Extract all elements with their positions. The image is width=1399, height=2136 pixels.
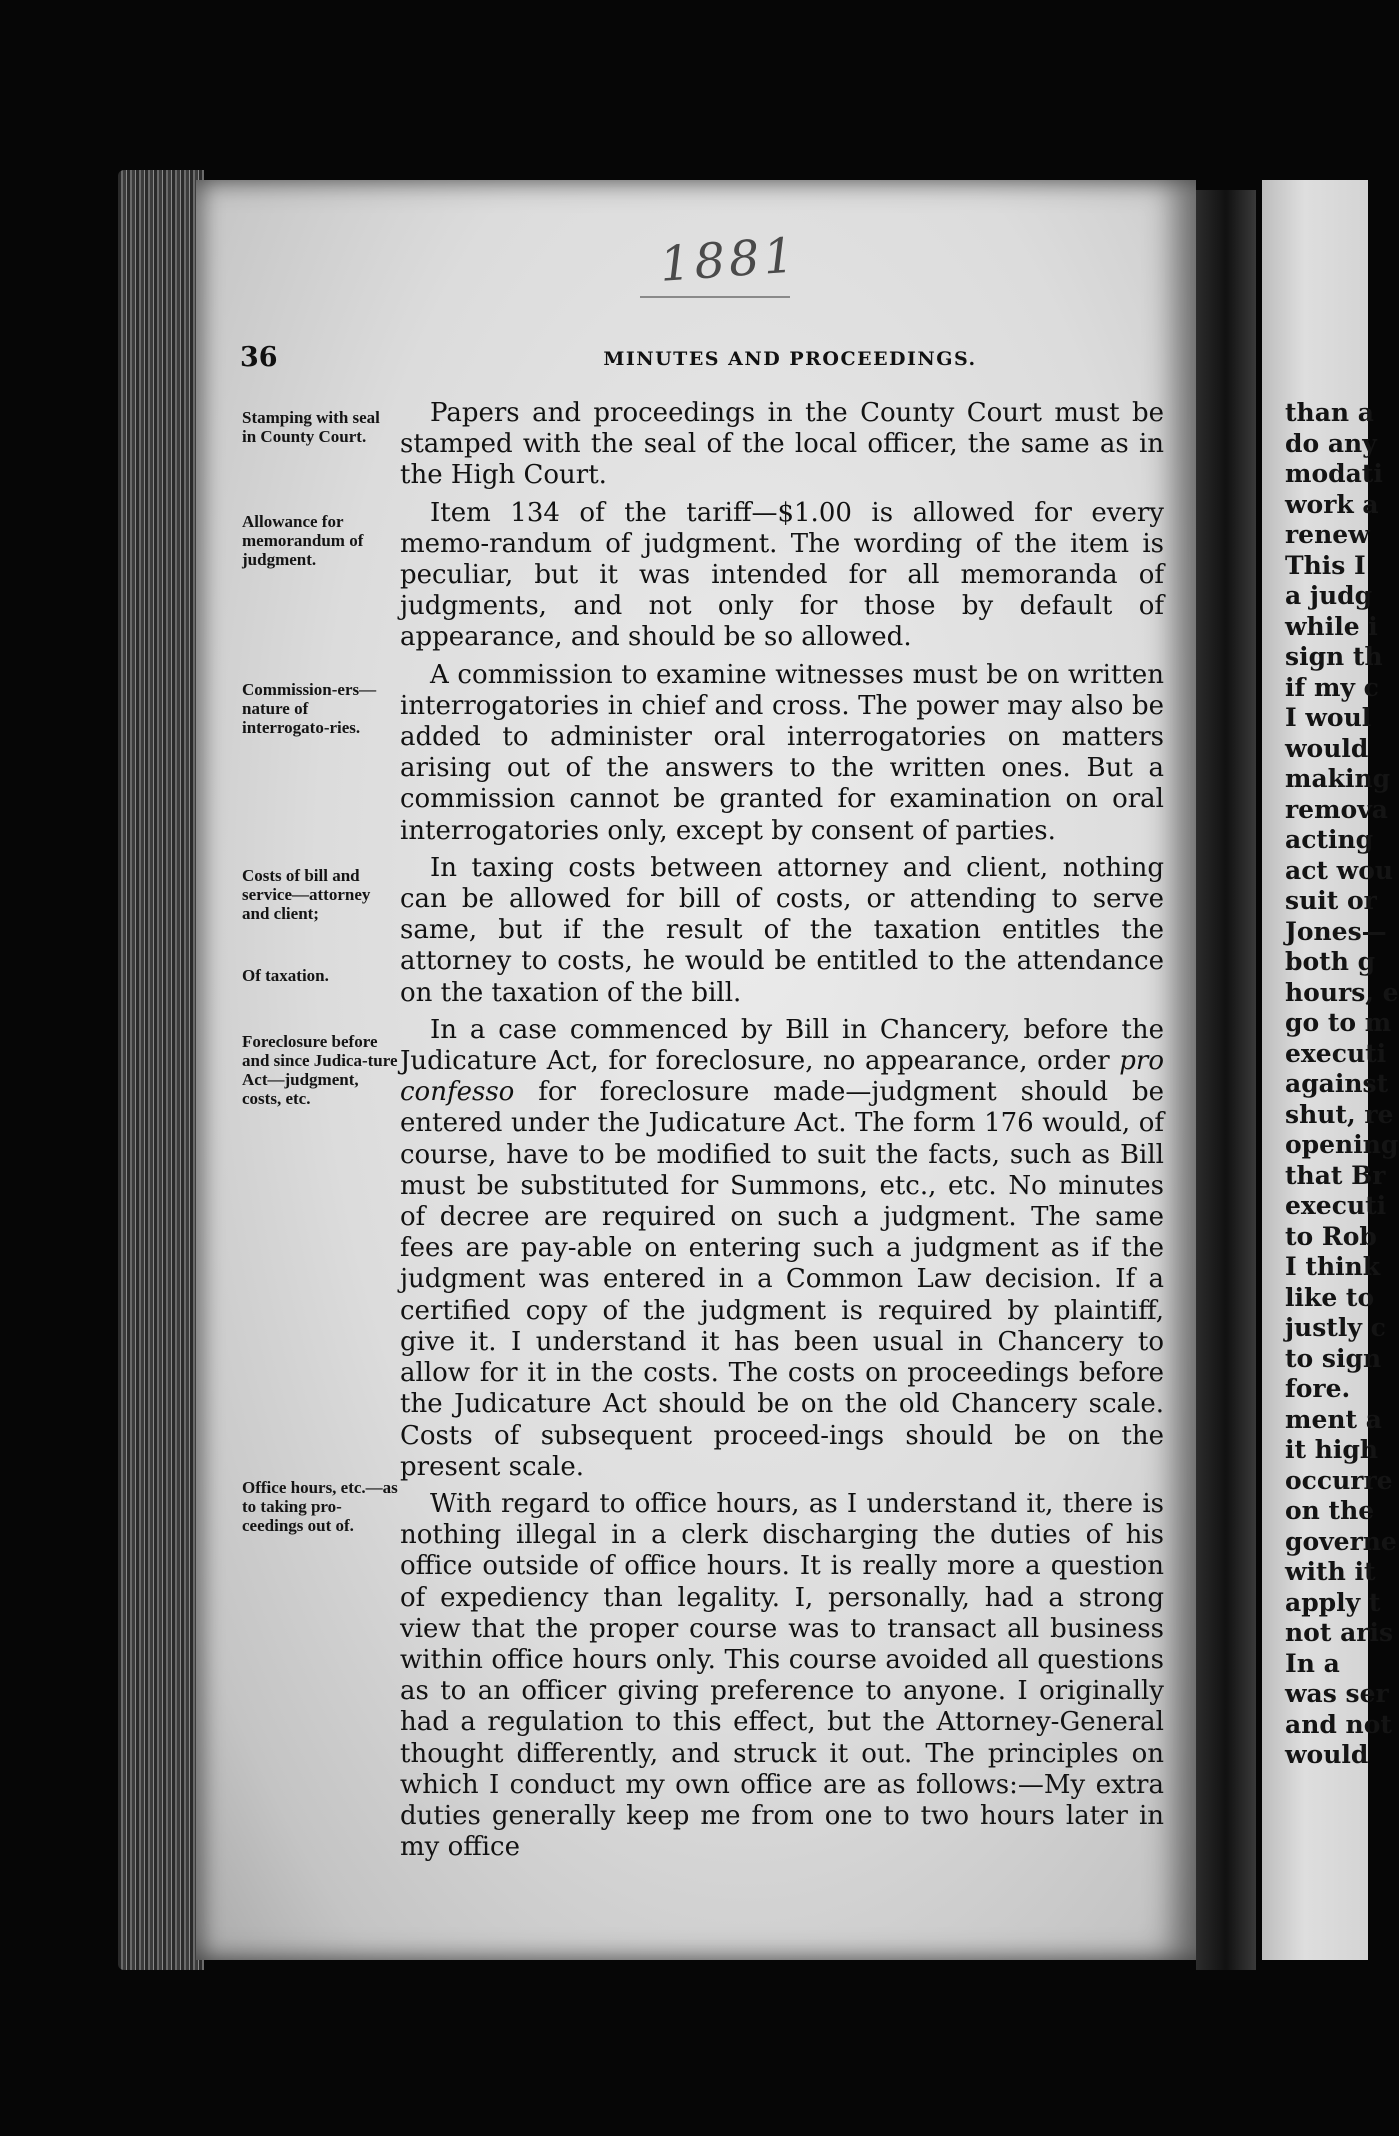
facing-page-text (1285, 398, 1399, 1771)
facing-page-line: it high (1285, 1435, 1379, 1464)
facing-page-line: would (1285, 1740, 1369, 1769)
handwritten-year: 1881 (658, 227, 800, 293)
facing-page-line: to Rob (1285, 1221, 1377, 1251)
paragraph (400, 1015, 1164, 1483)
facing-page-line: justly c (1285, 1313, 1386, 1342)
marginal-note: Commission-ers—nature of interrogato-ries. (242, 680, 377, 737)
facing-page-line: was ser (1285, 1679, 1389, 1708)
facing-page-line: work a (1285, 489, 1379, 519)
facing-page-line: This I (1285, 550, 1366, 580)
facing-page-line: In a (1285, 1648, 1340, 1678)
facing-page-line: while i (1285, 611, 1378, 641)
handwritten-underline (640, 296, 790, 298)
facing-page-line: apply t (1285, 1587, 1381, 1617)
facing-page-line: executi (1285, 1038, 1387, 1068)
facing-page-line: governe (1285, 1526, 1397, 1556)
facing-page-line: I woul (1285, 703, 1372, 732)
facing-page-line: both g (1285, 947, 1376, 976)
marginal-note: Foreclosure before and since Judica-ture Act—judgment, costs, etc. (242, 1032, 398, 1108)
paragraph: In taxing costs between attorney and client, nothing can be allowed for bill of costs, or attending to serve same, but if the result of the taxation entitles the attorney to costs, he would be entitled to the attendance on the taxation of the bill. (400, 852, 1164, 1008)
facing-page-line: Jones— (1285, 916, 1387, 946)
facing-page-line: I think (1285, 1252, 1381, 1281)
facing-page-line: against (1285, 1069, 1389, 1098)
facing-page-line: a judg (1285, 581, 1373, 610)
facing-page-line: shut, re (1285, 1099, 1394, 1129)
facing-page-line: fore. (1285, 1374, 1351, 1403)
facing-page-line: acting (1285, 825, 1374, 854)
facing-page-line: not aris (1285, 1618, 1394, 1647)
facing-page-line: executi (1285, 1191, 1387, 1220)
facing-page-line: suit or (1285, 886, 1377, 915)
facing-page-line: than a (1285, 398, 1375, 427)
facing-page-line: occurre (1285, 1465, 1393, 1495)
facing-page-line: sign th (1285, 642, 1383, 671)
facing-page-line: that Br (1285, 1160, 1386, 1190)
facing-page-line: modati (1285, 459, 1383, 488)
facing-page-line: go to m (1285, 1008, 1392, 1037)
facing-page-line: if my c (1285, 672, 1379, 702)
facing-page-line: making (1285, 764, 1391, 793)
marginal-note: Allowance for memorandum of judgment. (242, 512, 364, 569)
facing-page-line: remova (1285, 794, 1388, 824)
facing-page-line: would (1285, 733, 1369, 763)
facing-page-line: ment a (1285, 1404, 1382, 1434)
facing-page-line: with it (1285, 1557, 1376, 1586)
paragraph-text: In a case commenced by Bill in Chancery, before the Judicature Act, for foreclosure, no appearance, order (400, 1014, 1164, 1077)
body-text (400, 398, 1164, 1869)
book-gutter (1196, 190, 1256, 1970)
facing-page-line: renew (1285, 520, 1370, 549)
paragraph: With regard to office hours, as I understand it, there is nothing illegal in a clerk discharging the duties of his office outside of office hours. It is really more a question of expediency than legality. I, personally, had a strong view that the proper course was to transact all business within office hours only. This course avoided all questions as to an officer giving preference to anyone. I originally had a regulation to this effect, but the Attorney-General thought differently, and struck it out. The principles on which I conduct my own office are as follows:—My extra duties generally keep me from one to two hours later in my office (400, 1488, 1164, 1863)
paragraph-text: for foreclosure made—judgment should be entered under the Judicature Act. The form 176 would, of course, have to be modified to suit the facts, such as Bill must be substituted for Summons, etc., etc. No minutes of decree are required on such a judgment. The same fees are pay-able on entering such a judgment as if the judgment was entered in a Common Law decision. If a certified copy of the judgment is required by plaintiff, give it. I understand it has been usual in Chancery to allow for it in the costs. The costs on proceedings before the Judicature Act should be on the old Chancery scale. Costs of subsequent proceed-ings should be on the present scale. (400, 1077, 1164, 1482)
paragraph: Item 134 of the tariff—$1.00 is allowed for every memo-randum of judgment. The wording of the item is peculiar, but it was intended for all memoranda of judgments, and not only for those by default of appearance, and should be so allowed. (400, 497, 1164, 653)
facing-page (1262, 180, 1399, 1960)
paragraph: Papers and proceedings in the County Court must be stamped with the seal of the local officer, the same as in the High Court. (400, 398, 1164, 491)
marginal-note: Costs of bill and service—attorney and client; (242, 866, 371, 923)
running-head: MINUTES AND PROCEEDINGS. (603, 348, 977, 370)
facing-page-line: on the (1285, 1496, 1375, 1525)
page-edges (118, 170, 204, 1970)
latin-phrase: pro confesso (400, 1046, 1164, 1108)
facing-page-line: do any (1285, 428, 1377, 458)
facing-page-line: opening (1285, 1130, 1399, 1159)
facing-page-line: and not (1285, 1709, 1392, 1739)
paragraph: A commission to examine witnesses must be on written interrogatories in chief and cross. The power may also be added to administer oral interrogatories on matters arising out of the answers to the written ones. But a commission cannot be granted for examination on oral interrogatories only, except by consent of parties. (400, 659, 1164, 846)
facing-page-line: to sign (1285, 1343, 1382, 1373)
marginal-note: Office hours, etc.—as to taking pro-ceedings out of. (242, 1478, 398, 1535)
facing-page-line: act wou (1285, 855, 1394, 885)
marginal-note: Of taxation. (242, 966, 329, 985)
facing-page-line: like to (1285, 1282, 1375, 1312)
marginal-note: Stamping with seal in County Court. (242, 408, 380, 446)
facing-page-line: hours, e (1285, 977, 1399, 1007)
page-number: 36 (240, 342, 278, 373)
